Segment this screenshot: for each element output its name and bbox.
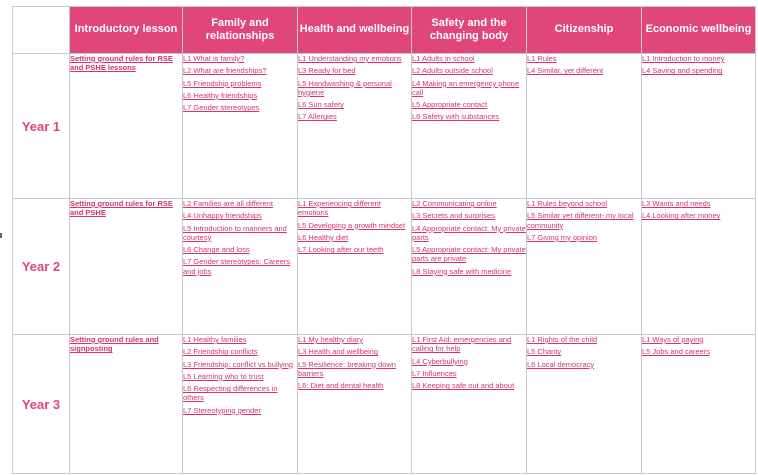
lesson-link[interactable]: L5 Jobs and careers [642,347,710,357]
column-header-economic: Economic wellbeing [642,7,756,54]
lesson-link[interactable]: L2 Friendship conflicts [183,347,258,357]
lesson-link[interactable]: L3 Secrets and surprises [412,211,495,221]
lesson-link[interactable]: L2 Adults outside school [412,66,493,76]
lesson-link[interactable]: L1 Experiencing different emotions [298,199,381,218]
lesson-cell [642,54,756,199]
lesson-link[interactable]: L5 Resilience: breaking down barriers [298,359,396,378]
lesson-cell [183,335,298,474]
year-label: Year 1 [13,54,70,199]
lesson-cell [527,199,642,335]
header-row [13,7,756,54]
lesson-cell [527,54,642,199]
lesson-link[interactable]: L4 Unhappy friendships [183,211,262,221]
lesson-link[interactable]: L6 Safety with substances [412,112,500,122]
intro-lesson-link[interactable]: Setting ground rules for RSE and PSHE [70,199,173,218]
lesson-link[interactable]: L5 Similar yet different- my local community [527,211,634,230]
lesson-link[interactable]: L7 Allergies [298,112,337,122]
lesson-cell [412,335,527,474]
lesson-link[interactable]: L1 Rights of the child [527,335,598,344]
year-label: Year 2 [13,199,70,335]
lesson-cell [70,199,183,335]
year-label: Year 3 [13,335,70,474]
lesson-link[interactable]: L5 Introduction to manners and courtesy [183,223,287,242]
lesson-cell [527,335,642,474]
lesson-link[interactable]: L8 Staying safe with medicine [412,266,512,276]
lesson-link[interactable]: L5 Appropriate contact: My private parts are private [412,245,526,264]
lesson-cell [298,199,412,335]
lesson-link[interactable]: L3 Wants and needs [642,199,711,208]
column-header-health: Health and wellbeing [298,7,412,54]
lesson-link[interactable]: L8 Keeping safe out and about [412,381,515,391]
lesson-link[interactable]: L1 First Aid: emergencies and calling for help [412,335,512,354]
lesson-cell [642,335,756,474]
lesson-link[interactable]: L3 Health and wellbeing [298,347,379,357]
lesson-link[interactable]: L1 My healthy diary [298,335,364,344]
lesson-cell [183,199,298,335]
column-header-family: Family and relationships [183,7,298,54]
column-header-introductory: Introductory lesson [70,7,183,54]
lesson-link[interactable]: L6 Sun safety [298,100,344,110]
intro-lesson-link[interactable]: Setting ground rules for RSE and PSHE lessons [70,54,173,73]
lesson-link[interactable]: L7 Influences [412,368,457,378]
lesson-link[interactable]: L2 Families are all different [183,199,273,208]
lesson-cell [70,335,183,474]
lesson-link[interactable]: L7 Looking after our teeth [298,245,384,255]
column-header-safety: Safety and the changing body [412,7,527,54]
lesson-link[interactable]: L4 Looking after money [642,211,721,221]
lesson-link[interactable]: L4 Making an emergency phone call [412,78,520,97]
lesson-cell [298,54,412,199]
lesson-link[interactable]: L6 Change and loss [183,245,250,255]
lesson-link[interactable]: L5 Appropriate contact [412,100,488,110]
lesson-cell [298,335,412,474]
lesson-link[interactable]: L1 What is family? [183,54,245,63]
lesson-link[interactable]: L4 Similar, yet different [527,66,604,76]
lesson-cell [642,199,756,335]
intro-lesson-link[interactable]: Setting ground rules and signposting [70,335,159,354]
lesson-link[interactable]: L1 Rules [527,54,557,63]
lesson-cell [183,54,298,199]
lesson-cell [70,54,183,199]
year-row [13,199,756,335]
lesson-link[interactable]: L1 Healthy families [183,335,247,344]
lesson-link[interactable]: L1 Rules beyond school [527,199,608,208]
lesson-link[interactable]: L5 Handwashing & personal hygiene [298,78,392,97]
lesson-link[interactable]: L6 Local democracy [527,359,595,369]
lesson-link[interactable]: L3 Ready for bed [298,66,356,76]
lesson-link[interactable]: L3 Friendship: conflict vs bullying [183,359,294,369]
left-edge-mark [0,233,2,238]
year-row [13,54,756,199]
lesson-link[interactable]: L4 Saving and spending [642,66,723,76]
lesson-link[interactable]: L7 Giving my opinion [527,232,598,242]
lesson-link[interactable]: L5 Learning who to trust [183,371,264,381]
lesson-link[interactable]: L2 What are friendships? [183,66,267,76]
lesson-link[interactable]: L1 Adults in school [412,54,475,63]
lesson-cell [412,199,527,335]
lesson-link[interactable]: L6: Diet and dental health [298,381,384,391]
curriculum-table [12,6,756,474]
column-header-citizenship: Citizenship [527,7,642,54]
lesson-link[interactable]: L1 Introduction to money [642,54,725,63]
lesson-link[interactable]: L7 Gender stereotypes [183,103,260,113]
lesson-link[interactable]: L4 Appropriate contact: My private parts [412,223,526,242]
lesson-link[interactable]: L5 Friendship problems [183,78,262,88]
lesson-link[interactable]: L1 Understanding my emotions [298,54,402,63]
lesson-cell [412,54,527,199]
lesson-link[interactable]: L5 Developing a growth mindset [298,220,406,230]
year-row [13,335,756,474]
lesson-link[interactable]: L5 Charity [527,347,562,357]
lesson-link[interactable]: L6 Healthy friendships [183,90,258,100]
lesson-link[interactable]: L6 Healthy diet [298,232,349,242]
lesson-link[interactable]: L7 Stereotyping gender [183,405,261,415]
lesson-link[interactable]: L2 Communicating online [412,199,497,208]
lesson-link[interactable]: L7 Gender stereotypes: Careers and jobs [183,257,291,276]
lesson-link[interactable]: L6 Respecting differences in others [183,384,278,403]
lesson-link[interactable]: L4 Cyberbullying [412,356,468,366]
corner-cell [13,7,70,54]
lesson-link[interactable]: L1 Ways of paying [642,335,704,344]
